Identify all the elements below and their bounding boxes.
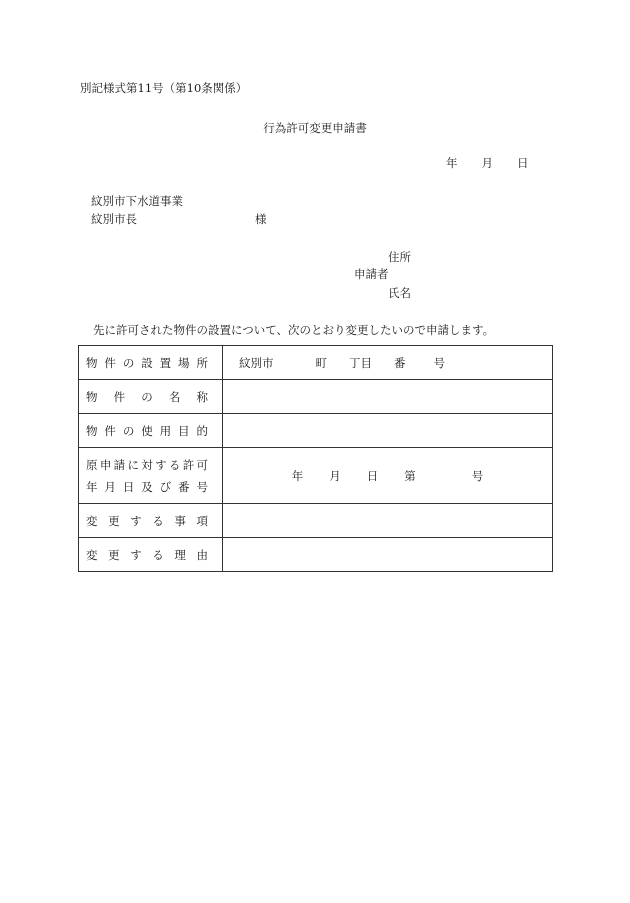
table-row: [79, 380, 553, 414]
label-char: 場: [178, 355, 190, 370]
label-char: る: [168, 457, 181, 472]
permit-dai: 第: [404, 468, 416, 483]
addressee-organization: 紋別市下水道事業: [91, 194, 183, 208]
label-char: 変: [86, 513, 98, 528]
location-chome: 丁目: [349, 355, 372, 370]
label-original-permit: [79, 448, 223, 504]
label-char: 番: [178, 479, 190, 494]
intro-statement: 先に許可された物件の設置について、次のとおり変更したいので申請します。: [93, 323, 495, 337]
label-chars: [86, 513, 208, 529]
label-char: 設: [141, 355, 153, 370]
label-char: 件: [113, 389, 126, 404]
label-char: 項: [196, 513, 208, 528]
label-location: [79, 346, 223, 380]
label-char: 物: [86, 355, 98, 370]
date-day-label: 日: [517, 156, 529, 170]
label-char: 称: [196, 389, 208, 404]
label-char: す: [130, 513, 142, 528]
label-char: 使: [141, 423, 153, 438]
location-ban: 番: [394, 355, 406, 370]
label-char: 請: [113, 457, 126, 472]
value-location[interactable]: [223, 346, 553, 380]
date-month-label: 月: [481, 156, 493, 170]
location-format: [239, 355, 552, 371]
permit-month: 月: [329, 468, 341, 483]
table-row: [79, 414, 553, 448]
label-char: 目: [178, 423, 190, 438]
label-char: 原: [86, 457, 98, 472]
label-char: 物: [86, 423, 98, 438]
label-char: 用: [159, 423, 172, 438]
label-char: る: [152, 547, 164, 562]
label-char: の: [141, 389, 153, 404]
label-char: に: [127, 457, 139, 472]
addressee-honorific: 様: [255, 212, 267, 226]
table-row: [79, 504, 553, 538]
label-char: 由: [196, 547, 208, 562]
location-town: 町: [315, 355, 327, 370]
label-char: 申: [99, 457, 112, 472]
label-chars: [86, 457, 208, 473]
label-char: 対: [141, 457, 153, 472]
location-city: 紋別市: [239, 355, 274, 370]
value-original-permit[interactable]: [223, 448, 553, 504]
label-char: 更: [108, 513, 120, 528]
value-purpose[interactable]: [223, 414, 553, 448]
label-char: の: [122, 355, 135, 370]
label-char: 及: [141, 479, 153, 494]
label-chars: [86, 355, 208, 371]
label-char: の: [122, 423, 135, 438]
label-char: す: [130, 547, 142, 562]
label-name: [79, 380, 223, 414]
label-char: 号: [196, 479, 208, 494]
label-change-item: [79, 504, 223, 538]
value-name[interactable]: [223, 380, 553, 414]
permit-go: 号: [471, 468, 484, 483]
permit-year: 年: [291, 468, 304, 483]
label-char: 件: [104, 423, 116, 438]
label-char: 月: [104, 479, 116, 494]
table-row: [79, 448, 553, 504]
label-chars: [86, 547, 208, 563]
label-change-reason: [79, 538, 223, 572]
applicant-address-label: 住所: [388, 250, 411, 264]
form-reference: 別記様式第11号（第10条関係）: [80, 81, 248, 95]
label-char: 理: [174, 547, 186, 562]
label-char: 名: [168, 389, 181, 404]
label-char: 所: [196, 355, 208, 370]
label-char: 事: [174, 513, 186, 528]
document-title: 行為許可変更申請書: [263, 121, 367, 135]
label-char: 変: [86, 547, 98, 562]
table-row: [79, 346, 553, 380]
addressee-title: 紋別市長: [91, 212, 137, 226]
label-char: 置: [159, 355, 172, 370]
date-year-label: 年: [446, 156, 458, 170]
label-chars-2: [86, 479, 208, 495]
applicant-role-label: 申請者: [354, 267, 389, 281]
label-char: 件: [104, 355, 116, 370]
date-line: [446, 155, 529, 171]
permit-day: 日: [366, 468, 379, 483]
application-table: [78, 345, 553, 572]
applicant-name-label: 氏名: [388, 286, 411, 300]
value-change-item[interactable]: [223, 504, 553, 538]
label-purpose: [79, 414, 223, 448]
label-char: 日: [122, 479, 135, 494]
value-change-reason[interactable]: [223, 538, 553, 572]
label-char: 許: [182, 457, 195, 472]
label-char: る: [152, 513, 164, 528]
label-char: 更: [108, 547, 120, 562]
label-char: 的: [196, 423, 208, 438]
label-char: 可: [196, 457, 208, 472]
label-char: す: [155, 457, 167, 472]
label-char: 年: [86, 479, 98, 494]
label-char: び: [159, 479, 172, 494]
label-chars: [86, 389, 208, 405]
label-char: 物: [86, 389, 98, 404]
label-chars: [86, 423, 208, 439]
table-row: [79, 538, 553, 572]
location-go: 号: [433, 355, 445, 370]
